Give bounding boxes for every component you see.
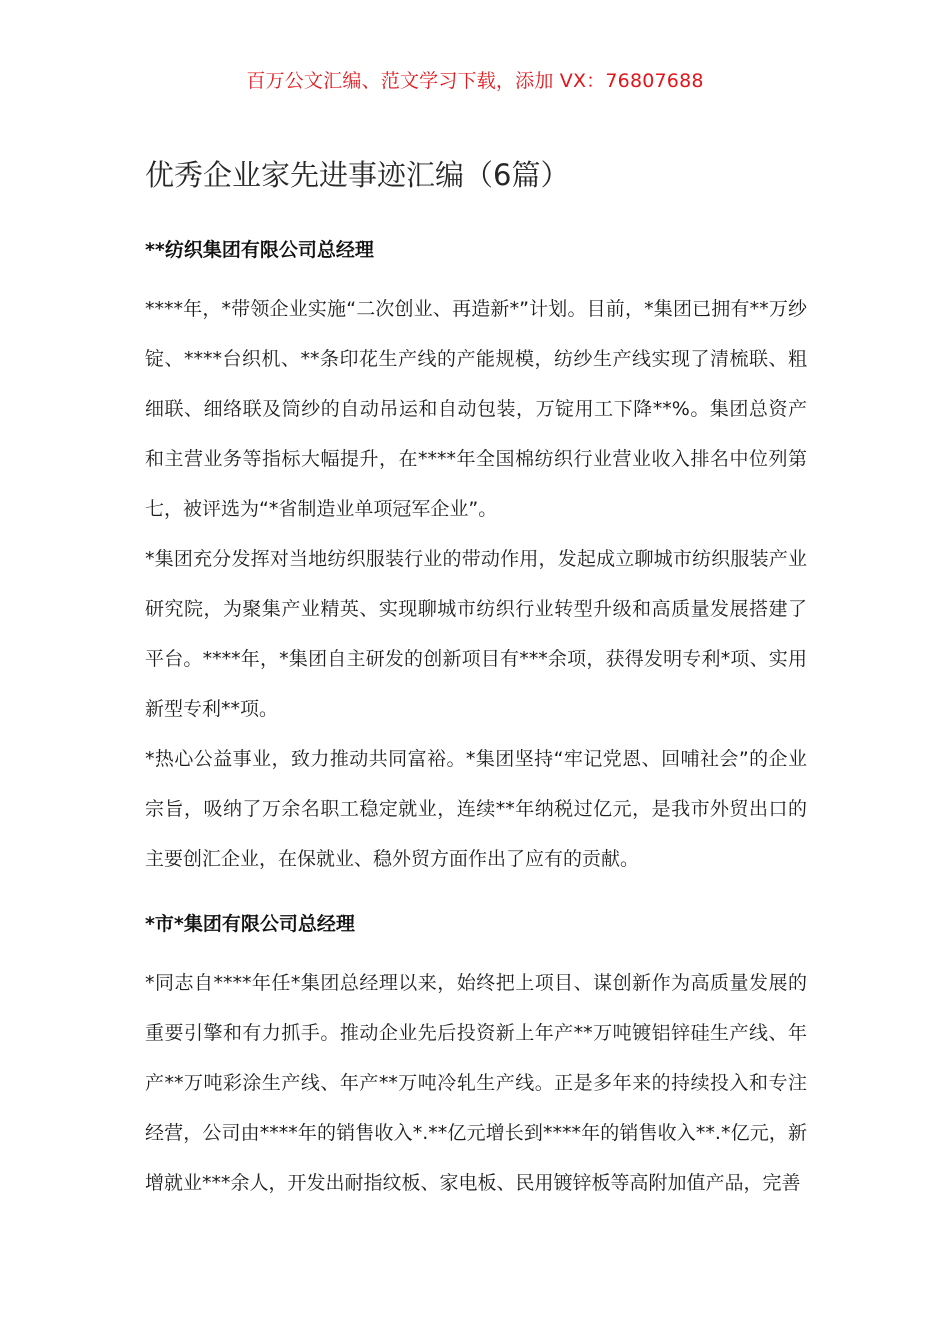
section-1 [145, 236, 807, 884]
paragraph: *热心公益事业，致力推动共同富裕。*集团坚持“牢记党恩、回哺社会”的企业宗旨，吸纳了万余名职工稳定就业，连续**年纳税过亿元，是我市外贸出口的主要创汇企业，在保就业、稳外贸方面作出了应有的贡献。 [145, 748, 807, 870]
paragraph: ****年，*带领企业实施“二次创业、再造新*”计划。目前，*集团已拥有**万纱锭、****台织机、**条印花生产线的产能规模，纺纱生产线实现了清梳联、粗细联、细络联及筒纱的自动吊运和自动包装，万锭用工下降**%。集团总资产和主营业务等指标大幅提升，在****年全国棉纺织行业营业收入排名中位列第七，被评选为“*省制造业单项冠军企业”。 [145, 298, 807, 520]
section-heading: *市*集团有限公司总经理 [145, 913, 355, 935]
section-2 [145, 910, 807, 1208]
promo-banner: 百万公文汇编、范文学习下载，添加 VX：76807688 [246, 70, 704, 92]
section-heading: **纺织集团有限公司总经理 [145, 239, 374, 261]
paragraph: *集团充分发挥对当地纺织服装行业的带动作用，发起成立聊城市纺织服装产业研究院，为聚集产业精英、实现聊城市纺织行业转型升级和高质量发展搭建了平台。****年，*集团自主研发的创新项目有***余项，获得发明专利*项、实用新型专利**项。 [145, 548, 807, 720]
section-divider-space [145, 884, 807, 910]
paragraph: *同志自****年任*集团总经理以来，始终把上项目、谋创新作为高质量发展的重要引擎和有力抓手。推动企业先后投资新上年产**万吨镀铝锌硅生产线、年产**万吨彩涂生产线、年产**万吨冷轧生产线。正是多年来的持续投入和专注经营，公司由****年的销售收入*.**亿元增长到****年的销售收入**.*亿元，新增就业***余人，开发出耐指纹板、家电板、民用镀锌板等高附加值产品，完善 [145, 972, 807, 1194]
document-body [145, 150, 807, 1208]
document-title: 优秀企业家先进事迹汇编（6篇） [145, 158, 570, 192]
